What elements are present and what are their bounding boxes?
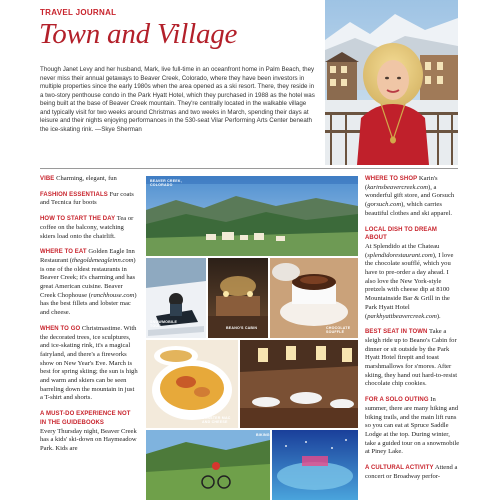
local-dish-entry <box>365 226 460 322</box>
vibe-entry <box>40 175 138 184</box>
start-day-heading: HOW TO START THE DAY <box>40 216 116 223</box>
solo-outing-entry <box>365 396 460 457</box>
where-to-eat-text-2: ) is one of the oldest restaurants in Beaver Creek; it's charming and has great American cuisine. Beaver Creek Chophouse ( <box>40 256 136 299</box>
splendido-link: splendidorestaurant.com <box>367 251 433 259</box>
biking-photo <box>146 430 270 500</box>
when-to-go-text: Christmastime. With the decorated trees, ice sculptures, and ice-skating rink, it's a magical fairyland, and there's a fireworks show on New Year's Eve. March is best for spring skiing; the sun is high and warm and skiers can be seen barreling down the mountain in just a T-shirt and shorts. <box>40 324 138 402</box>
when-to-go-entry <box>40 325 138 403</box>
where-to-shop-entry <box>365 175 460 219</box>
where-to-shop-text-3: ), which carries beautiful clothes and ski apparel. <box>365 201 452 217</box>
golden-eagle-link: thegoldeneagleinn.com <box>72 256 134 264</box>
best-seat-entry <box>365 328 460 389</box>
park-hyatt-link: parkhyattbeavercreek.com <box>367 312 437 320</box>
beaver-creek-valley-photo <box>146 176 358 256</box>
where-to-shop-heading: WHERE TO SHOP <box>365 176 418 182</box>
lobster-mac-photo <box>146 340 238 428</box>
must-do-text: Every Thursday night, Beaver Creek has a kids' ski-down on Haymeadow Park. Kids are <box>40 427 137 452</box>
section-kicker: TRAVEL JOURNAL <box>40 8 117 17</box>
caption-line: SOUFFLÉ <box>326 330 345 335</box>
where-to-eat-text-3: ) has the best fillets and lobster mac and cheese. <box>40 291 137 317</box>
when-to-go-heading: WHEN TO GO <box>40 325 81 332</box>
right-column <box>365 175 460 489</box>
fashion-entry <box>40 191 138 208</box>
caption-line: BEAVER CREEK, <box>150 179 182 183</box>
intro-paragraph: Though Janet Levy and her husband, Mark, live full-time in an oceanfront home in Palm Beach, they never miss their annual getaways to Beaver Creek, Colorado, where they have been investors in multiple properties since the early 1980s when the area opened as a ski resort. There, they reside in a two-story penthouse condo in the Park Hyatt Hotel, which they purchased in 1988 as the hotel was being built at the base of Beaver Creek mountain. They're centrally located in the walkable village and typically visit for two weeks around Christmas and two weeks in March, spending their days at leisure and their nights enjoying performances in the 530-seat Vilar Performing Arts Center beneath the ice-skating rink. —Skye Sherman <box>40 66 315 133</box>
where-to-shop-text-2: ), a wonderful gift store, and Gorsuch ( <box>365 183 455 209</box>
caption-line: SNOWMOBILE <box>150 320 178 324</box>
article-title: Town and Village <box>39 18 238 50</box>
performing-arts-photo <box>272 430 358 500</box>
photo-credit: PHOTO CREDITS <box>452 136 456 161</box>
where-to-eat-heading: WHERE TO EAT <box>40 249 87 256</box>
caption-line: CHOCOLATE <box>326 326 351 330</box>
fashion-text: Fur coats and Tecnica fur boots <box>40 190 134 207</box>
caption-biking <box>256 433 270 437</box>
local-dish-text-3: ). <box>436 312 441 320</box>
start-day-text: Tea or coffee on the balcony, watching skiers load onto the chairlift. <box>40 215 134 240</box>
where-to-eat-text: Golden Eagle Inn Restaurant ( <box>40 248 135 264</box>
fashion-heading: FASHION ESSENTIALS <box>40 191 108 198</box>
caption-snowmobile <box>150 320 177 329</box>
caption-lobster-mac <box>202 416 231 425</box>
caption-line: AND CHEESE <box>202 420 228 425</box>
caption-beaver-creek <box>150 179 182 188</box>
hero-photo <box>325 0 458 165</box>
left-column <box>40 175 138 461</box>
caption-beanos <box>226 326 257 330</box>
caption-line: TOUR <box>150 324 161 329</box>
best-seat-text: Take a sleigh ride up to Beano's Cabin for dinner or sit outside by the Park Hyatt Hotel firepit and toast marshmallows for s'mores. After skiing, they hand out hard-to-resist chocolate chip cookies. <box>365 328 458 388</box>
caption-line: COLORADO <box>150 183 173 188</box>
cultural-activity-entry <box>365 464 460 481</box>
start-day-entry <box>40 215 138 241</box>
cultural-activity-heading: A CULTURAL ACTIVITY <box>365 465 434 472</box>
vibe-text: Charming, elegant, fun <box>56 175 117 182</box>
where-to-shop-text: Karin's ( <box>365 175 438 191</box>
solo-outing-heading: FOR A SOLO OUTING <box>365 397 429 404</box>
caption-line: BIKING <box>256 433 270 437</box>
karins-link: karinsbeavercreek.com <box>367 183 429 191</box>
gorsuch-link: gorsuch.com <box>367 201 402 209</box>
photo-collage <box>146 176 358 500</box>
caption-souffle <box>326 326 350 335</box>
must-do-heading: A MUST-DO EXPERIENCE NOT IN THE GUIDEBOOKS <box>40 411 131 426</box>
local-dish-text: At Splendido at the Chateau ( <box>365 242 440 259</box>
chophouse-link: ranchhouse.com <box>90 291 135 299</box>
caption-line: LOBSTER MAC <box>202 416 231 420</box>
dining-room-photo <box>240 340 358 428</box>
section-divider <box>40 168 458 169</box>
vibe-heading: VIBE <box>40 176 55 182</box>
where-to-eat-entry <box>40 248 138 318</box>
cultural-activity-text: Attend a concert or Broadway perfor- <box>365 464 458 480</box>
best-seat-heading: BEST SEAT IN TOWN <box>365 329 428 336</box>
solo-outing-text: In summer, there are many hiking and biking trails, and the main lift runs so you can eat at Spruce Saddle Lodge at the top. During winter, take a guided tour on a snowmobile at Piney Lake. <box>365 396 460 456</box>
local-dish-text-2: ), I love the chocolate soufflé, which you have to pre-order a day ahead. I also love the New York-style pretzels with cheese dip at 8100 Mountainside Bar & Grill in the Park Hyatt Hotel ( <box>365 251 454 320</box>
local-dish-heading: LOCAL DISH TO DREAM ABOUT <box>365 226 438 242</box>
must-do-entry <box>40 410 138 454</box>
caption-line: BEANO'S CABIN <box>226 326 258 330</box>
